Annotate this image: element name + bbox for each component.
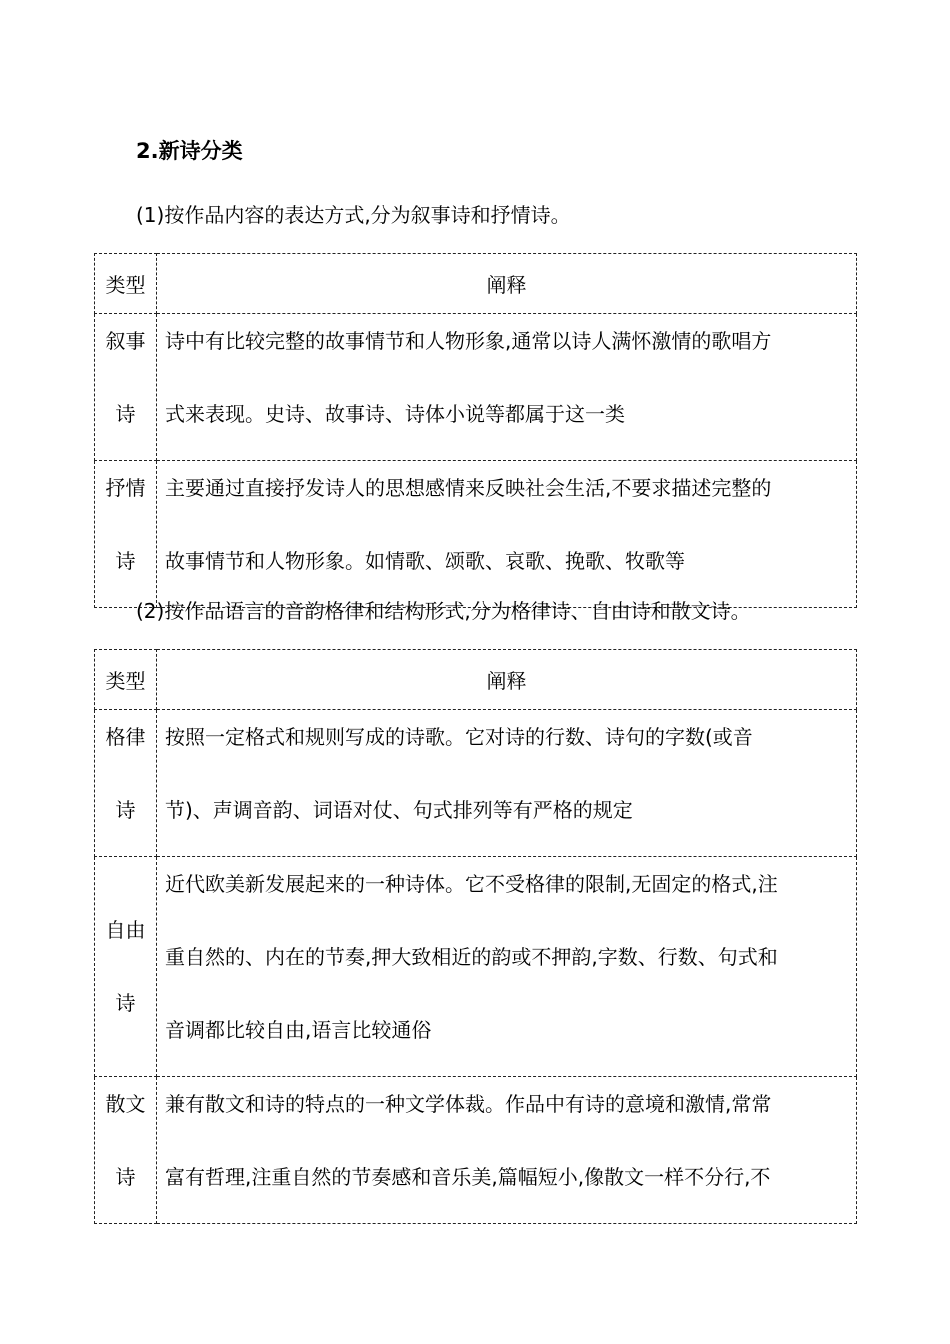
- type-cell: [95, 1077, 157, 1224]
- type-line: 诗: [115, 990, 136, 1015]
- table-row: [95, 710, 857, 857]
- section-heading: 2.新诗分类: [136, 139, 243, 163]
- type-cell: [95, 461, 157, 608]
- type-line: 叙事: [105, 329, 146, 353]
- table-row: [95, 461, 857, 608]
- type-line: 诗: [115, 1165, 136, 1189]
- description-line: 式来表现。史诗、故事诗、诗体小说等都属于这一类: [165, 402, 625, 426]
- paragraph-classification-by-content: (1)按作品内容的表达方式,分为叙事诗和抒情诗。: [136, 203, 571, 227]
- header-type: 类型: [95, 650, 157, 710]
- table-content-classification: [94, 253, 857, 608]
- table-row: [95, 1077, 857, 1224]
- table-row: [95, 314, 857, 461]
- description-cell: [157, 857, 857, 1077]
- description-line: 故事情节和人物形象。如情歌、颂歌、哀歌、挽歌、牧歌等: [165, 549, 685, 573]
- header-explanation: 阐释: [157, 650, 857, 710]
- description-cell: [157, 1077, 857, 1224]
- description-line: 近代欧美新发展起来的一种诗体。它不受格律的限制,无固定的格式,注: [165, 872, 778, 896]
- type-line: 诗: [115, 549, 136, 573]
- type-cell: [95, 857, 157, 1077]
- description-line: 重自然的、内在的节奏,押大致相近的韵或不押韵,字数、行数、句式和: [165, 945, 778, 969]
- description-line: 节)、声调音韵、词语对仗、句式排列等有严格的规定: [165, 798, 633, 822]
- table-header-row: [95, 650, 857, 710]
- description-cell: [157, 314, 857, 461]
- type-cell: [95, 710, 157, 857]
- table-row: [95, 857, 857, 1077]
- type-line: 自由: [105, 917, 146, 942]
- header-explanation: 阐释: [157, 254, 857, 314]
- type-line: 散文: [105, 1092, 146, 1116]
- type-line: 格律: [105, 725, 146, 749]
- type-cell: [95, 314, 157, 461]
- description-cell: [157, 461, 857, 608]
- description-line: 富有哲理,注重自然的节奏感和音乐美,篇幅短小,像散文一样不分行,不: [165, 1165, 771, 1189]
- description-line: 主要通过直接抒发诗人的思想感情来反映社会生活,不要求描述完整的: [165, 476, 772, 500]
- header-type: 类型: [95, 254, 157, 314]
- description-line: 兼有散文和诗的特点的一种文学体裁。作品中有诗的意境和激情,常常: [165, 1092, 772, 1116]
- type-line: 抒情: [105, 476, 146, 500]
- description-cell: [157, 710, 857, 857]
- description-line: 按照一定格式和规则写成的诗歌。它对诗的行数、诗句的字数(或音: [165, 725, 753, 749]
- type-line: 诗: [115, 798, 136, 822]
- type-line: 诗: [115, 402, 136, 426]
- description-line: 音调都比较自由,语言比较通俗: [165, 1018, 432, 1042]
- table-form-classification: [94, 649, 857, 1224]
- table-header-row: [95, 254, 857, 314]
- paragraph-classification-by-form: (2)按作品语言的音韵格律和结构形式,分为格律诗、自由诗和散文诗。: [136, 599, 751, 623]
- description-line: 诗中有比较完整的故事情节和人物形象,通常以诗人满怀激情的歌唱方: [165, 329, 772, 353]
